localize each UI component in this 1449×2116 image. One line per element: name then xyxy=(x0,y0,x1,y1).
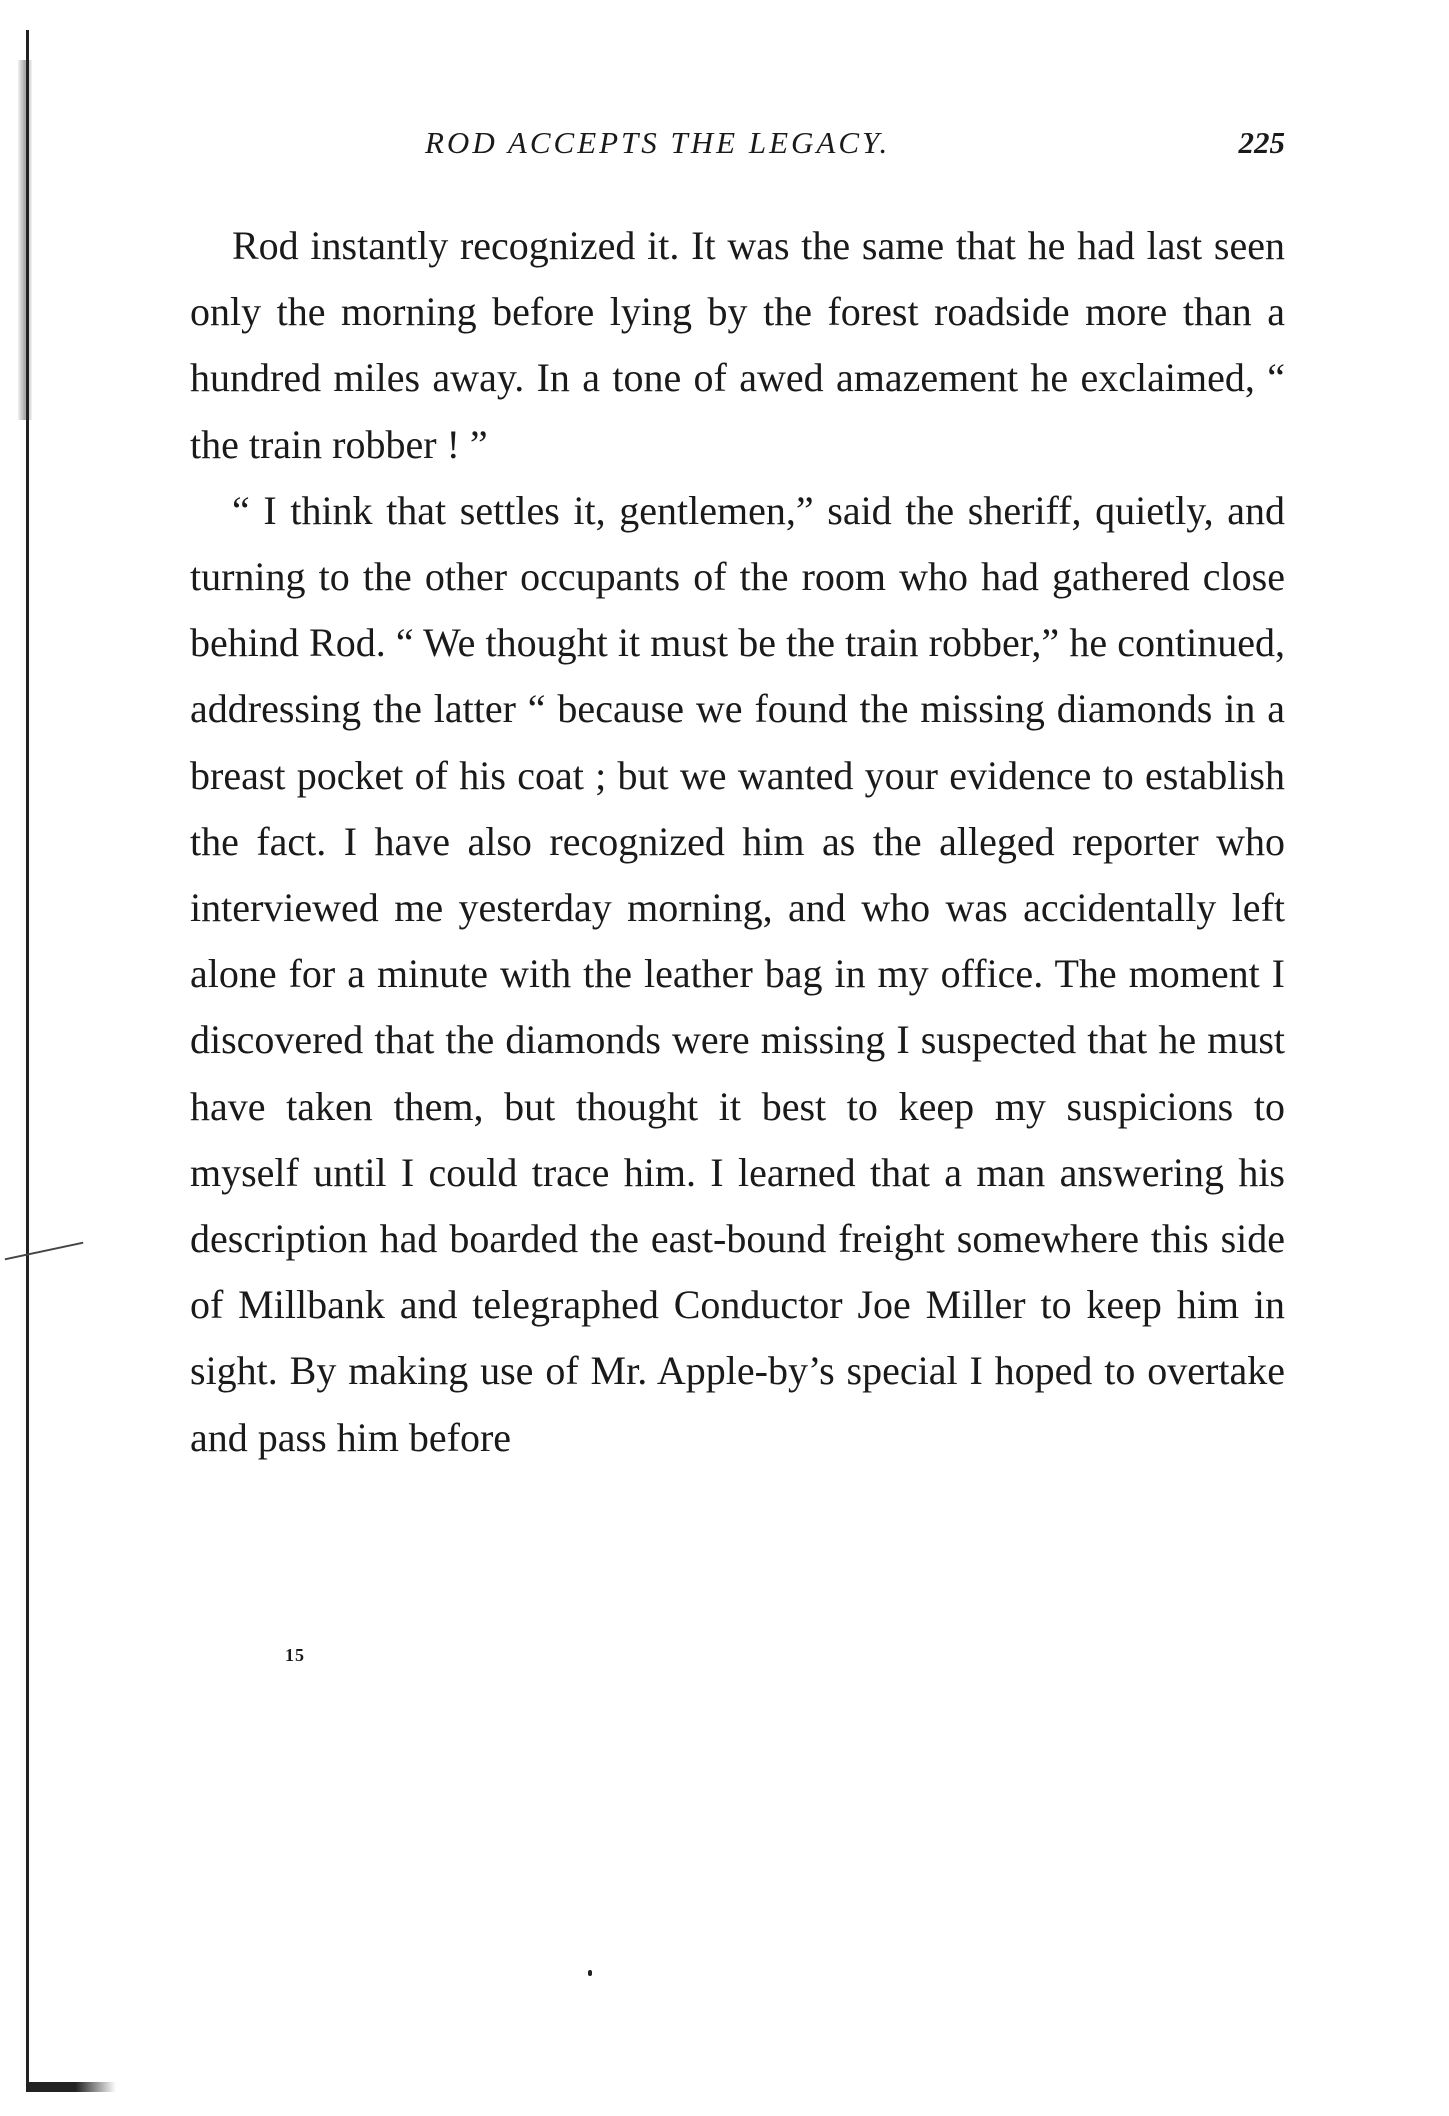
gutter-shadow xyxy=(18,60,32,420)
running-header xyxy=(190,125,1285,185)
paragraph-1: Rod instantly recognized it. It was the same that he had last seen only the morning before lying by the forest roadside more than a hundred miles away. In a tone of awed amazement he exclaimed, “ the train robber ! ” xyxy=(190,223,1285,467)
running-title: ROD ACCEPTS THE LEGACY. xyxy=(425,125,891,160)
page-number: 225 xyxy=(1238,125,1285,160)
paragraph-2: “ I think that settles it, gentlemen,” said the sheriff, quietly, and turning to the other occupants of the room who had gathered close behind Rod. “ We thought it must be the train robber,” he continued, addressing the latter “ because we found the missing diamonds in a breast pocket of his coat ; but we wanted your evidence to establish the fact. I have also recognized him as the alleged reporter who interviewed me yesterday morning, and who was accidentally left alone for a minute with the leather bag in my office. The moment I discovered that the diamonds were missing I suspected that he must have taken them, but thought it best to keep my suspicions to myself until I could trace him. I learned that a man answering his description had boarded the east-bound freight somewhere this side of Millbank and telegraphed Conductor Joe Miller to keep him in sight. By making use of Mr. Apple-by’s special I hoped to overtake and pass him before xyxy=(190,487,1285,1460)
signature-mark: 15 xyxy=(285,1645,305,1665)
binding-edge-foot xyxy=(26,2082,116,2092)
body-text xyxy=(190,213,1285,1471)
binding-edge-line xyxy=(26,30,29,2085)
ink-speck xyxy=(588,1970,592,1976)
margin-mark xyxy=(5,1242,84,1261)
